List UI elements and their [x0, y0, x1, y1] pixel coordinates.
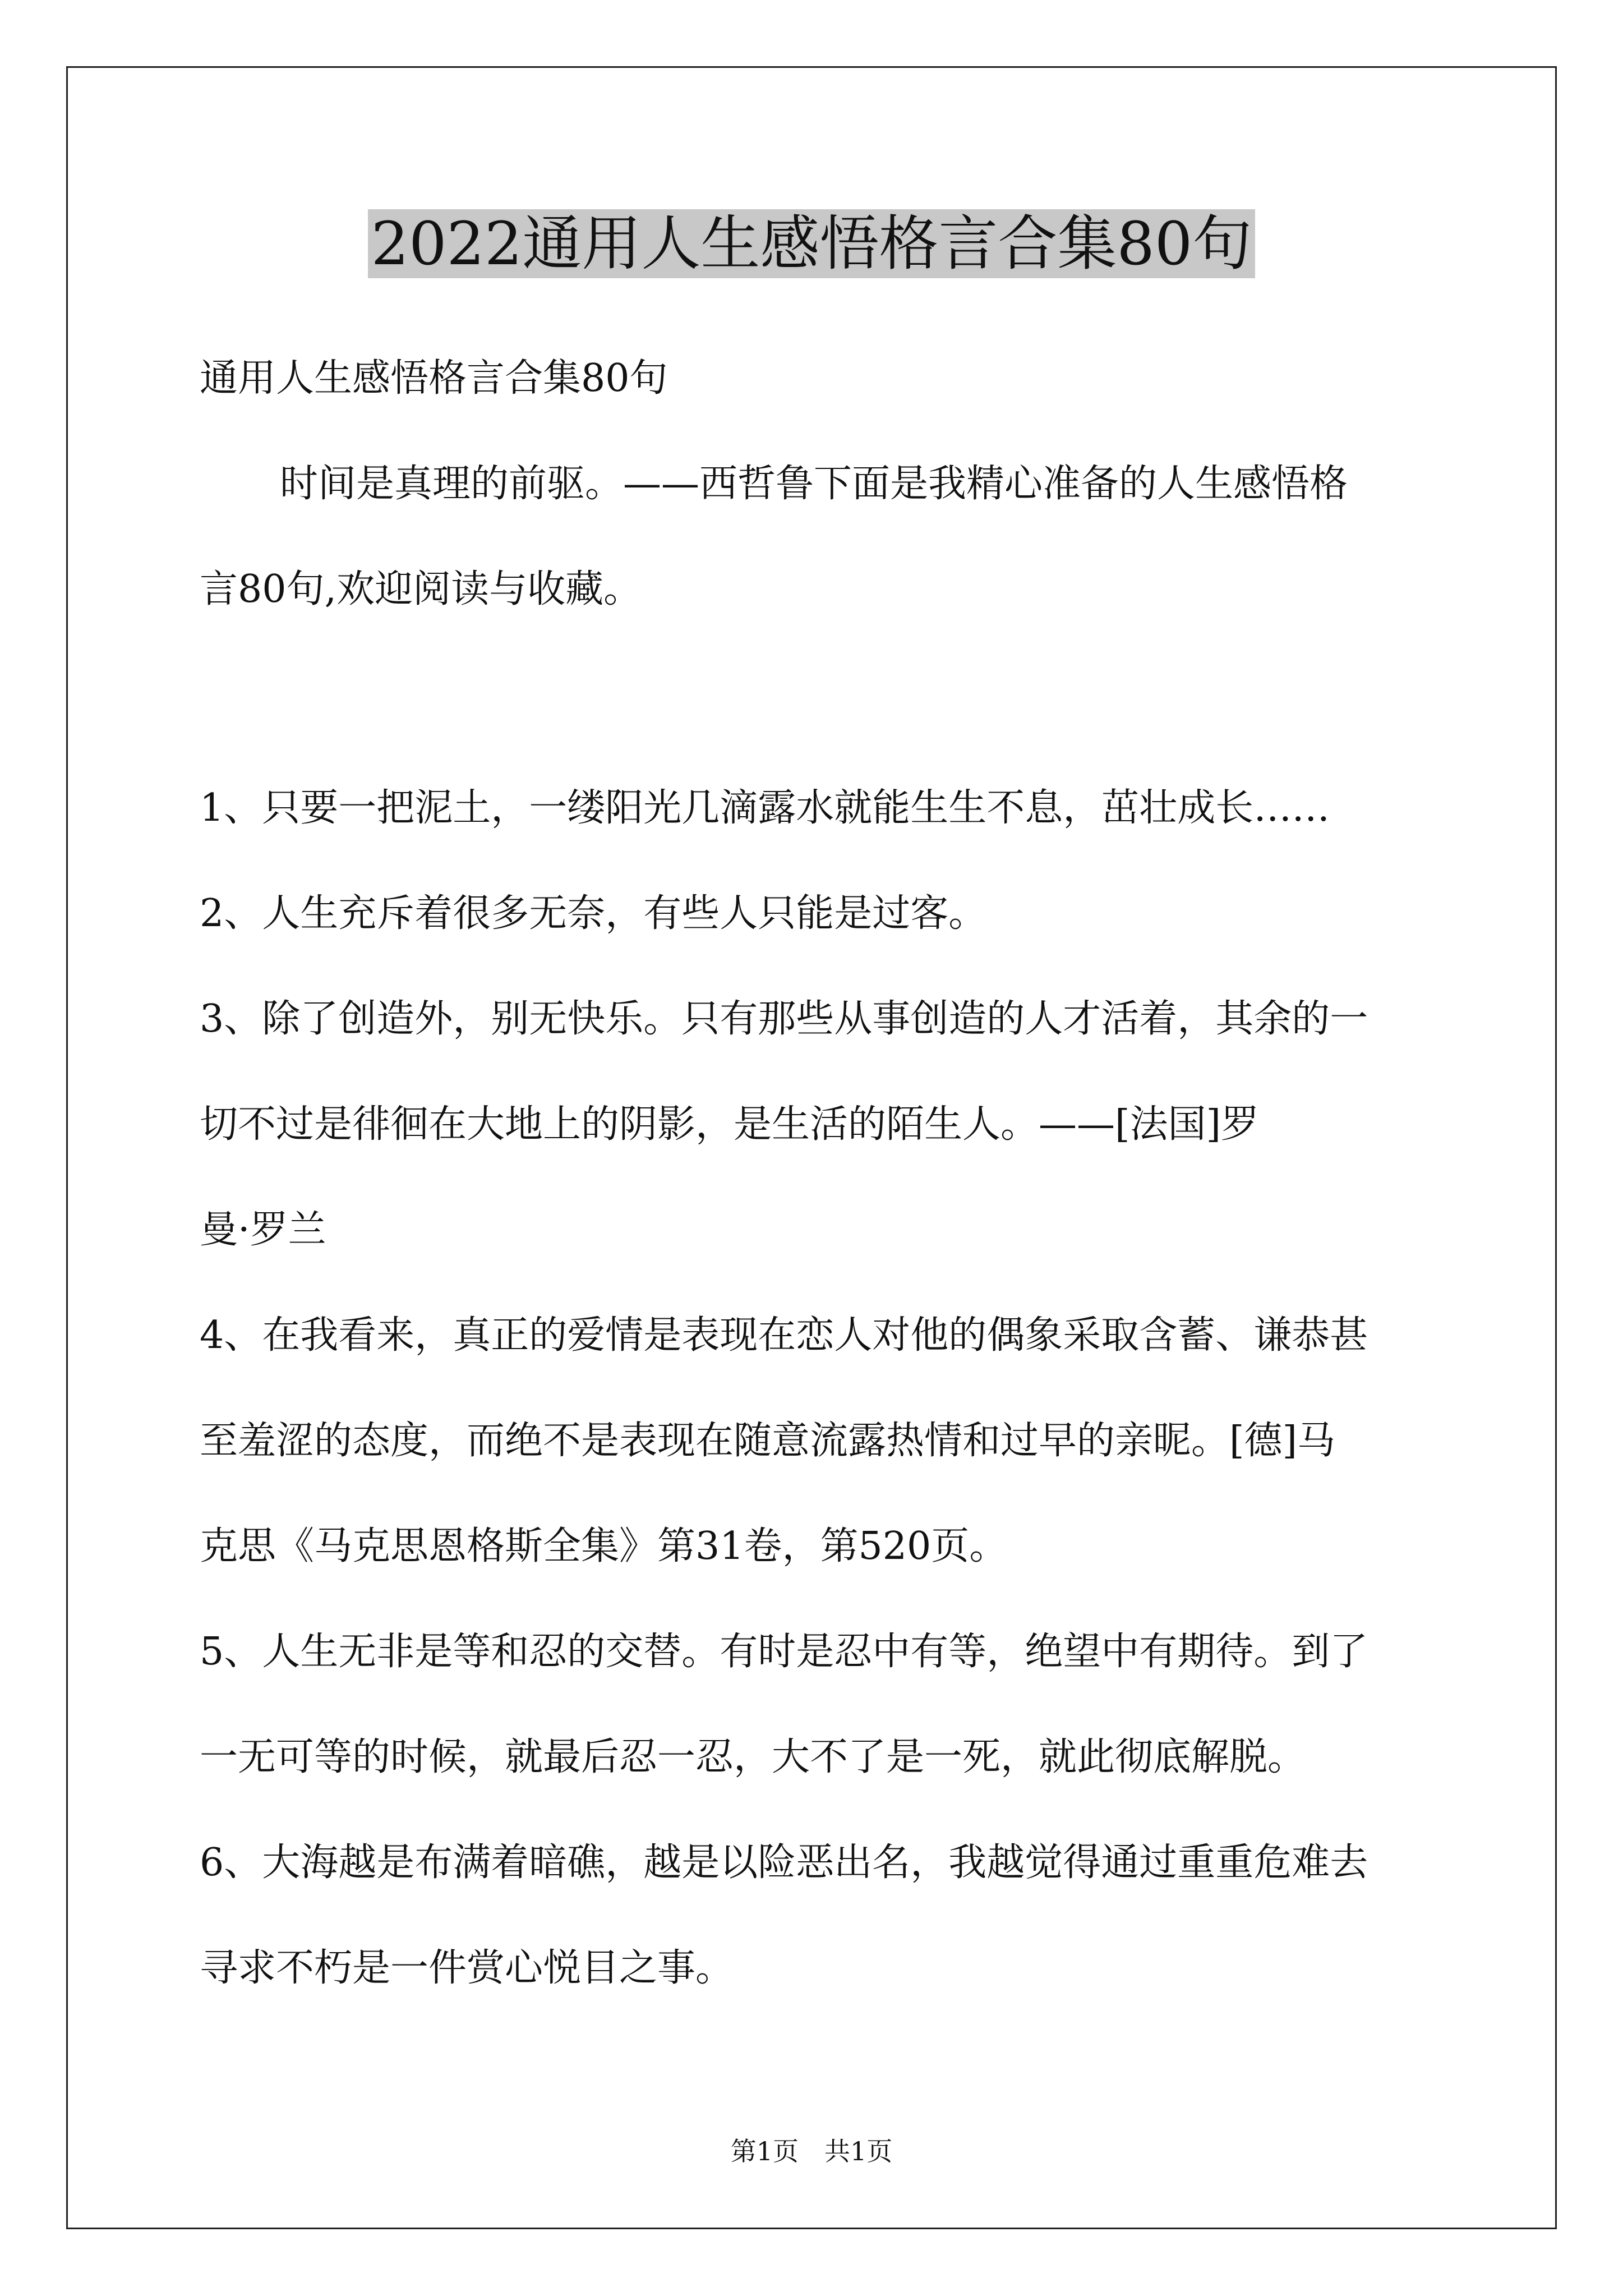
item-1-line-1: 1、只要一把泥土，一缕阳光几滴露水就能生生不息，茁壮成长…… — [200, 786, 1330, 830]
intro-line-1: 时间是真理的前驱。——西哲鲁下面是我精心准备的人生感悟格 — [280, 462, 1348, 506]
item-4-line-2: 至羞涩的态度，而绝不是表现在随意流露热情和过早的亲昵。[德]马 — [200, 1419, 1336, 1463]
item-4-line-1: 4、在我看来，真正的爱情是表现在恋人对他的偶象采取含蓄、谦恭甚 — [200, 1313, 1368, 1358]
item-4-line-3: 克思《马克思恩格斯全集》第31卷，第520页。 — [200, 1524, 1008, 1568]
item-3-line-2: 切不过是徘徊在大地上的阴影，是生活的陌生人。——[法国]罗 — [200, 1102, 1260, 1147]
item-6-line-2: 寻求不朽是一件赏心悦目之事。 — [200, 1946, 734, 1990]
item-3-line-3: 曼·罗兰 — [200, 1208, 326, 1252]
document-title-text: 2022通用人生感悟格言合集80句 — [368, 209, 1256, 278]
item-2-line-1: 2、人生充斥着很多无奈，有些人只能是过客。 — [200, 891, 987, 936]
document-subtitle: 通用人生感悟格言合集80句 — [200, 356, 668, 401]
intro-line-2: 言80句,欢迎阅读与收藏。 — [200, 567, 642, 611]
item-3-line-1: 3、除了创造外，别无快乐。只有那些从事创造的人才活着，其余的一 — [200, 997, 1368, 1041]
page-total: 共1页 — [824, 2136, 893, 2166]
document-title — [0, 202, 1623, 286]
item-6-line-1: 6、大海越是布满着暗礁，越是以险恶出名，我越觉得通过重重危难去 — [200, 1841, 1368, 1885]
page-footer — [0, 2134, 1623, 2168]
item-5-line-1: 5、人生无非是等和忍的交替。有时是忍中有等，绝望中有期待。到了 — [200, 1630, 1368, 1674]
item-5-line-2: 一无可等的时候，就最后忍一忍，大不了是一死，就此彻底解脱。 — [200, 1735, 1306, 1779]
page-number: 第1页 — [730, 2136, 799, 2166]
